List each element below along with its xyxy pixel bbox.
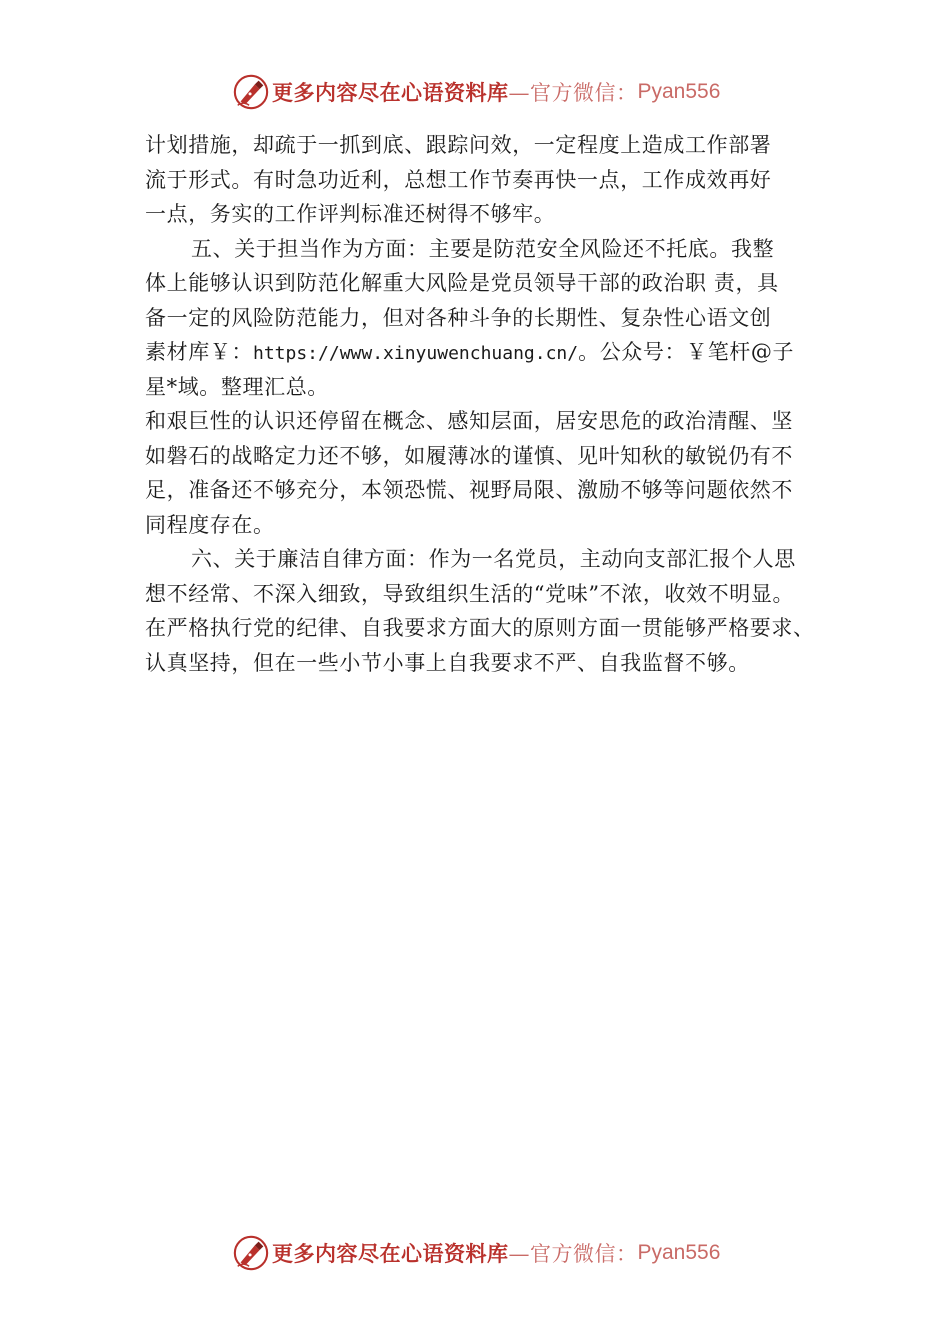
text-line: 在严格执行党的纪律、自我要求方面大的原则方面一贯能够严格要求、 [145, 616, 815, 640]
paragraph-start-line: 五、关于担当作为方面：主要是防范安全风险还不托底。我整 [191, 236, 775, 261]
text-line: 星*域。整理汇总。 [145, 374, 329, 399]
text-line: 同程度存在。 [145, 512, 275, 537]
header-banner [232, 72, 720, 112]
banner-main-text: 更多内容尽在心语资料库 [272, 1241, 509, 1266]
banner-wechat-id: Pyan556 [637, 80, 721, 103]
footer-banner [232, 1233, 720, 1273]
text-line: 如磐石的战略定力还不够，如履薄冰的谨慎、见叶知秋的敏锐仍有不 [145, 443, 793, 468]
text-line: 计划措施，却疏于一抓到底、跟踪问效，一定程度上造成工作部署 [145, 133, 772, 157]
pen-nib-logo-icon [232, 1234, 270, 1272]
text-line [145, 335, 835, 370]
banner-main-text: 更多内容尽在心语资料库 [272, 80, 509, 105]
text-line: 一点，务实的工作评判标准还树得不够牢。 [145, 202, 556, 226]
text-line: 和艰巨性的认识还停留在概念、感知层面，居安思危的政治清醒、坚 [145, 409, 793, 433]
banner-dash-text: —官方微信： [508, 1242, 638, 1266]
text-line: 体上能够认识到防范化解重大风险是党员领导干部的政治职 责，具 [145, 271, 779, 295]
url-text: https://www.xinyuwenchuang.cn/ [253, 343, 579, 364]
text-segment: 素材库￥： [145, 340, 253, 364]
text-line: 想不经常、不深入细致，导致组织生活的“党味”不浓，收效不明显。 [145, 581, 795, 606]
banner-wechat-id: Pyan556 [637, 1241, 721, 1264]
text-segment: 。公众号：￥笔杆@子 [578, 340, 795, 364]
document-body [145, 128, 835, 680]
text-line: 足，准备还不够充分，本领恐慌、视野局限、激励不够等问题依然不 [145, 478, 793, 502]
paragraph-start-line: 六、关于廉洁自律方面：作为一名党员，主动向支部汇报个人思 [191, 547, 796, 571]
banner-dash-text: —官方微信： [508, 81, 638, 105]
pen-nib-logo-icon [232, 73, 270, 111]
text-line: 备一定的风险防范能力，但对各种斗争的长期性、复杂性心语文创 [145, 305, 772, 330]
text-line: 流于形式。有时急功近利，总想工作节奏再快一点，工作成效再好 [145, 167, 772, 192]
text-line: 认真坚持，但在一些小节小事上自我要求不严、自我监督不够。 [145, 650, 750, 675]
